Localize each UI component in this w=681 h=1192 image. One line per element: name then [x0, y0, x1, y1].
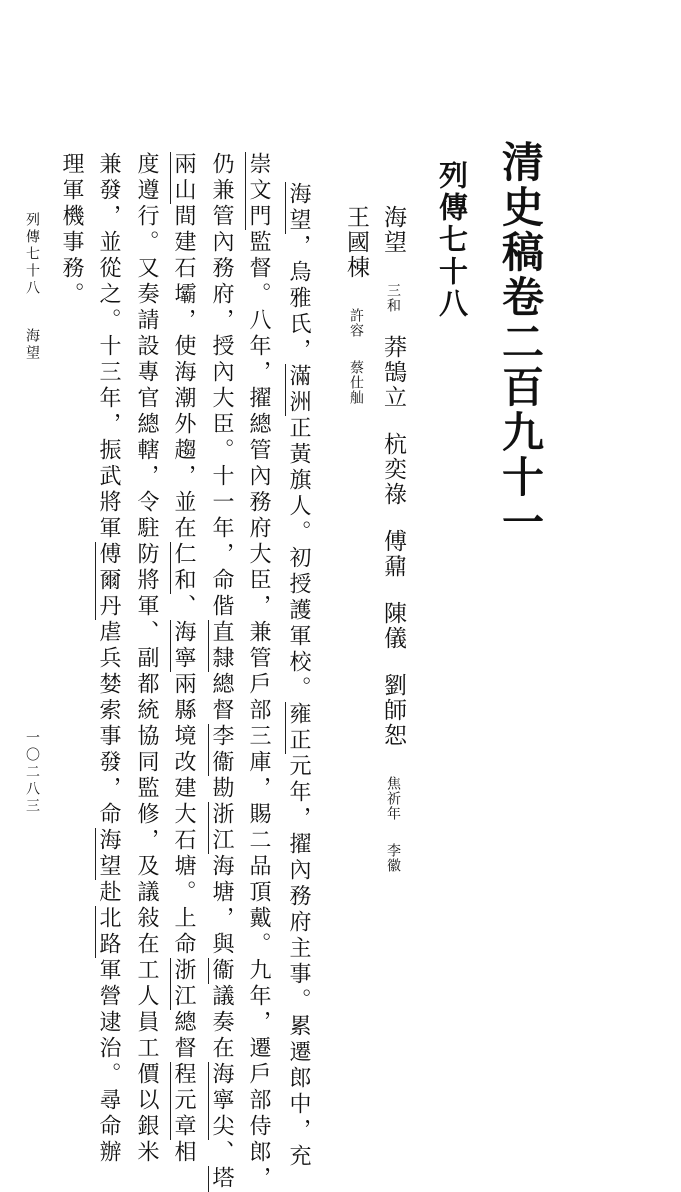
proper-noun: 直隸: [209, 620, 234, 672]
body-text: 總督: [171, 1010, 196, 1062]
body-text: 監督。八年，擢總管內務府大臣，兼管戶部三庫，賜二品頂戴。九年，遷戶部侍郎，: [246, 230, 271, 1192]
body-text: 間建石壩，使海潮外趨，並在: [171, 204, 196, 542]
body-text: 赴: [96, 880, 121, 906]
body-column-3: [210, 152, 232, 1192]
body-text: 總督: [209, 672, 234, 724]
name-liushishu: 劉師恕: [380, 673, 406, 748]
proper-noun: 兩山: [171, 152, 196, 204]
proper-noun: 傅爾丹: [96, 542, 121, 620]
proper-noun: 塔: [209, 1166, 234, 1192]
name-hangyilu: 杭奕祿: [380, 432, 406, 507]
proper-noun: 北路: [96, 906, 121, 958]
body-column-5: [135, 152, 157, 1166]
name-xurong: 許容: [348, 308, 364, 338]
body-text: 理軍機事務。: [59, 152, 84, 308]
body-text: ，烏雅氏，: [286, 234, 311, 364]
body-text: 、: [209, 1140, 234, 1166]
body-text: 、: [171, 594, 196, 620]
body-column-7: [60, 152, 82, 308]
body-column-4: [172, 152, 194, 1166]
body-column-1: [287, 182, 309, 1170]
name-manghuli: 莽鵠立: [380, 335, 406, 410]
proper-noun: 海寧: [171, 620, 196, 672]
footer-page-number: 一〇二八三: [24, 730, 40, 815]
name-haiwang: 海望: [380, 205, 406, 255]
name-lihui: 李徽: [385, 843, 401, 873]
proper-noun: 海望: [96, 828, 121, 880]
page-title: 清史稿卷二百九十一: [496, 140, 545, 545]
biography-names-line-2: [340, 205, 373, 405]
body-text: 勘: [209, 776, 234, 802]
body-text: 軍營逮治。尋命辦: [96, 958, 121, 1166]
name-caishichuan: 蔡仕舢: [348, 360, 364, 405]
name-jiaoqinian: 焦祈年: [385, 776, 401, 821]
body-text: 正黃旗人。初授護軍校。: [286, 416, 311, 702]
biography-names-line-1: [377, 205, 410, 873]
proper-noun: 崇文門: [246, 152, 271, 230]
proper-noun: 浙江: [171, 958, 196, 1010]
body-text: 議奏在: [209, 984, 234, 1062]
body-text: 虐兵婪索事發，命: [96, 620, 121, 828]
name-funai: 傅鼐: [380, 529, 406, 579]
page-subtitle: 列傳七十八: [435, 160, 469, 320]
proper-noun: 海寧尖: [209, 1062, 234, 1140]
footer-name: 海望: [24, 328, 40, 362]
name-sanhe: 三和: [385, 283, 401, 313]
body-text: 兼發，並從之。十三年，振武將軍: [96, 152, 121, 542]
proper-noun: 程元章: [171, 1062, 196, 1140]
proper-noun: 浙江: [209, 802, 234, 854]
body-column-6: [97, 152, 119, 1166]
footer-section: 列傳七十八: [24, 212, 40, 297]
body-text: 仍兼管內務府，授內大臣。十一年，命偕: [209, 152, 234, 620]
body-text: 相: [171, 1140, 196, 1166]
name-wangguodong: 王國棟: [343, 205, 369, 280]
proper-noun: 仁和: [171, 542, 196, 594]
body-text: 元年，擢內務府主事。累遷郎中，充: [286, 754, 311, 1170]
proper-noun: 海望: [286, 182, 311, 234]
proper-noun: 滿洲: [286, 364, 311, 416]
body-column-2: [247, 152, 269, 1192]
proper-noun: 李衞: [209, 724, 234, 776]
body-text: 兩縣境改建大石塘。上命: [171, 672, 196, 958]
body-text: 海塘，與: [209, 854, 234, 958]
body-text: 度遵行。又奏請設專官總轄，令駐防將軍、副都統協同監修，及議敍在工人員工價以銀米: [134, 152, 159, 1166]
proper-noun: 衞: [209, 958, 234, 984]
name-chenyi: 陳儀: [380, 601, 406, 651]
proper-noun: 雍正: [286, 702, 311, 754]
